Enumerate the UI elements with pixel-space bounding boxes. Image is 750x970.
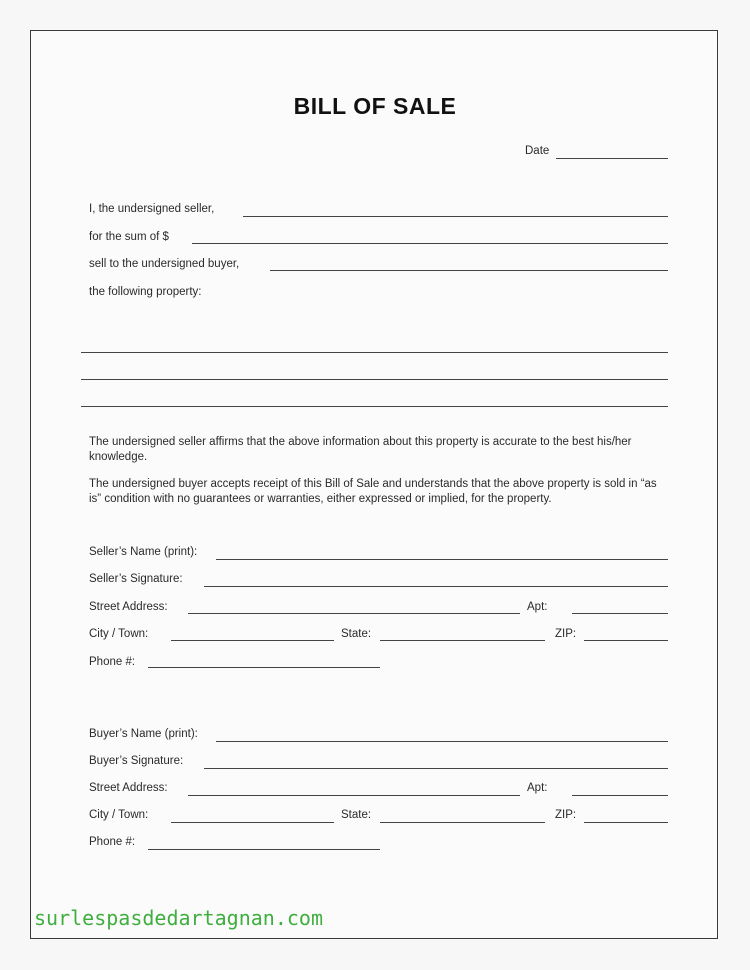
buyer-acceptance: The undersigned buyer accepts receipt of this Bill of Sale and understands that the above property is sold in “as is” condition with no guarantees or warranties, either expressed or implied, for the property. — [89, 478, 657, 505]
date-field[interactable] — [556, 158, 668, 159]
seller-name-field[interactable] — [216, 559, 668, 560]
buyer-intro-field[interactable] — [270, 270, 668, 271]
seller-apt-label: Apt: — [527, 601, 548, 613]
buyer-street-field[interactable] — [188, 795, 520, 796]
seller-city-field[interactable] — [171, 640, 334, 641]
seller-signature-field[interactable] — [204, 586, 668, 587]
document-title: BILL OF SALE — [293, 93, 457, 119]
buyer-phone-label: Phone #: — [89, 836, 136, 848]
seller-state-field[interactable] — [380, 640, 545, 641]
watermark-text: surlespasdedartagnan.com — [34, 906, 323, 930]
buyer-state-field[interactable] — [380, 822, 545, 823]
buyer-zip-field[interactable] — [584, 822, 668, 823]
seller-phone-label: Phone #: — [89, 656, 136, 668]
property-line[interactable] — [81, 352, 668, 353]
buyer-apt-label: Apt: — [527, 782, 548, 794]
seller-street-field[interactable] — [188, 613, 520, 614]
buyer-zip-label: ZIP: — [555, 809, 577, 821]
buyer-intro-label: sell to the undersigned buyer, — [89, 258, 240, 270]
seller-name-label: Seller’s Name (print): — [89, 546, 198, 558]
buyer-name-label: Buyer’s Name (print): — [89, 728, 198, 740]
buyer-city-label: City / Town: — [89, 809, 149, 821]
seller-apt-field[interactable] — [572, 613, 668, 614]
seller-state-label: State: — [341, 628, 372, 640]
property-line[interactable] — [81, 379, 668, 380]
seller-street-label: Street Address: — [89, 601, 168, 613]
seller-phone-field[interactable] — [148, 667, 380, 668]
buyer-street-label: Street Address: — [89, 782, 168, 794]
seller-affirmation: The undersigned seller affirms that the above information about this property is accurate to the best his/her knowledge. — [89, 436, 632, 463]
buyer-apt-field[interactable] — [572, 795, 668, 796]
date-label: Date — [525, 145, 550, 157]
seller-intro-field[interactable] — [243, 216, 668, 217]
sum-field[interactable] — [192, 243, 668, 244]
seller-signature-label: Seller’s Signature: — [89, 573, 183, 585]
buyer-city-field[interactable] — [171, 822, 334, 823]
buyer-signature-field[interactable] — [204, 768, 668, 769]
seller-zip-field[interactable] — [584, 640, 668, 641]
buyer-phone-field[interactable] — [148, 849, 380, 850]
property-label: the following property: — [89, 286, 202, 298]
buyer-signature-label: Buyer’s Signature: — [89, 755, 184, 767]
property-line[interactable] — [81, 406, 668, 407]
seller-city-label: City / Town: — [89, 628, 149, 640]
sum-label: for the sum of $ — [89, 231, 169, 243]
buyer-name-field[interactable] — [216, 741, 668, 742]
seller-zip-label: ZIP: — [555, 628, 577, 640]
seller-intro-label: I, the undersigned seller, — [89, 203, 215, 215]
buyer-state-label: State: — [341, 809, 372, 821]
